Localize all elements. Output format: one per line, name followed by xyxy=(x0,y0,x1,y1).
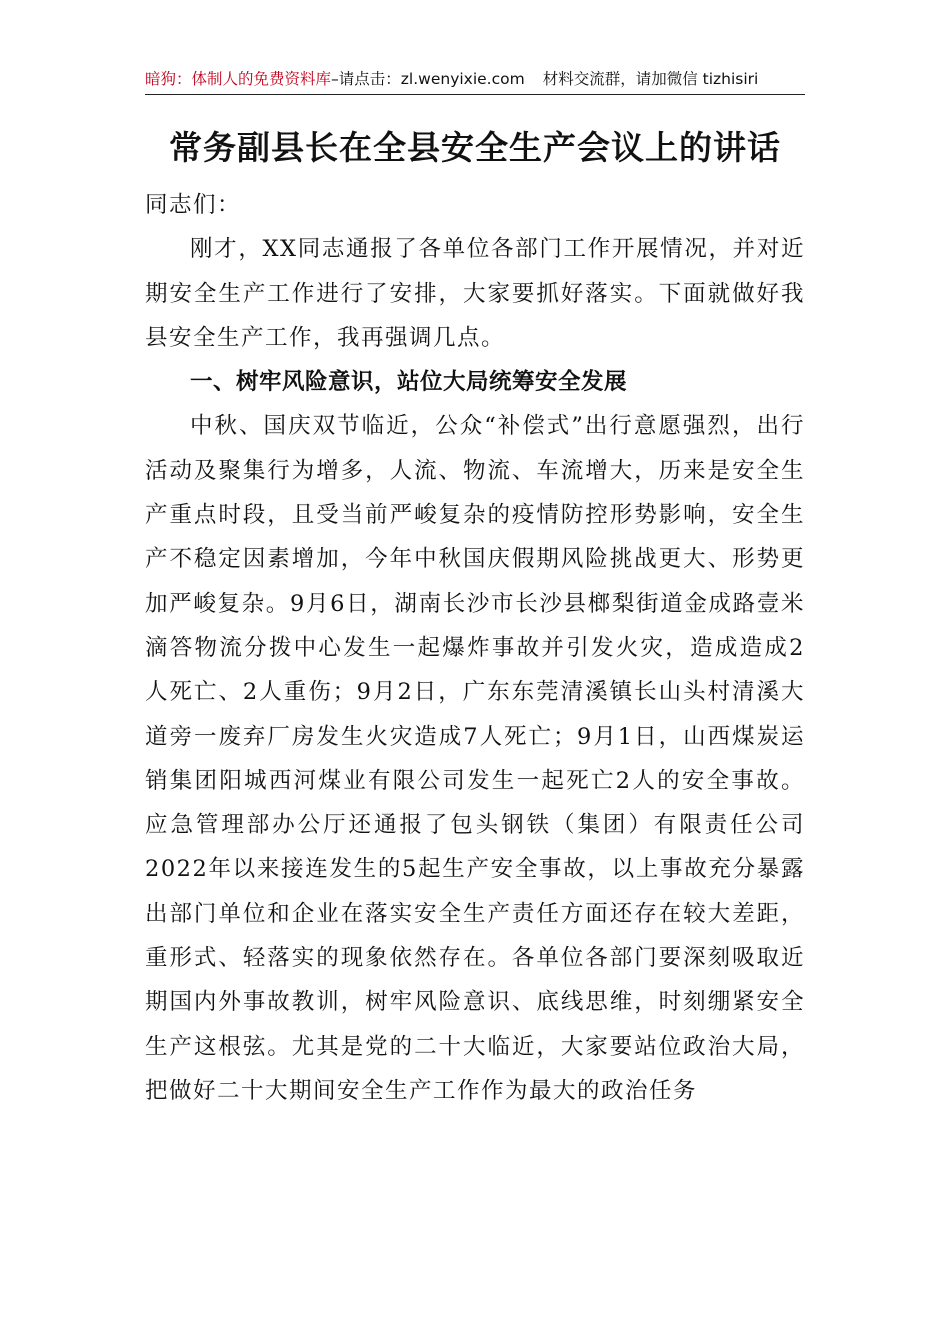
promo-contact: 材料交流群，请加微信 tizhisiri xyxy=(542,70,759,88)
header-promo-bar xyxy=(145,68,805,95)
document-title: 常务副县长在全县安全生产会议上的讲话 xyxy=(169,128,781,167)
intro-paragraph: 刚才，XX同志通报了各单位各部门工作开展情况，并对近期安全生产工作进行了安排，大家要抓好落实。下面就做好我县安全生产工作，我再强调几点。 xyxy=(145,236,805,351)
promo-prefix: 暗狗：体制人的免费资料库 xyxy=(145,70,332,88)
salutation: 同志们： xyxy=(145,192,242,218)
section-1-paragraph: 中秋、国庆双节临近，公众“补偿式”出行意愿强烈，出行活动及聚集行为增多，人流、物流、车流增大，历来是安全生产重点时段，且受当前严峻复杂的疫情防控形势影响，安全生产不稳定因素增加，今年中秋国庆假期风险挑战更大、形势更加严峻复杂。9月6日，湖南长沙市长沙县榔梨街道金成路壹米滴答物流分拨中心发生一起爆炸事故并引发火灾，造成造成2人死亡、2人重伤；9月2日，广东东莞清溪镇长山头村清溪大道旁一废弃厂房发生火灾造成7人死亡；9月1日，山西煤炭运销集团阳城西河煤业有限公司发生一起死亡2人的安全事故。应急管理部办公厅还通报了包头钢铁（集团）有限责任公司2022年以来接连发生的5起生产安全事故，以上事故充分暴露出部门单位和企业在落实安全生产责任方面还存在较大差距，重形式、轻落实的现象依然存在。各单位各部门要深刻吸取近期国内外事故教训，树牢风险意识、底线思维，时刻绷紧安全生产这根弦。尤其是党的二十大临近，大家要站位政治大局，把做好二十大期间安全生产工作作为最大的政治任务 xyxy=(145,413,805,1104)
section-heading-1: 一、树牢风险意识，站位大局统筹安全发展 xyxy=(190,369,628,396)
document-body xyxy=(145,183,805,1113)
promo-url-link[interactable]: zl.wenyixie.com xyxy=(400,70,525,88)
promo-link-label: –请点击： xyxy=(331,70,401,88)
